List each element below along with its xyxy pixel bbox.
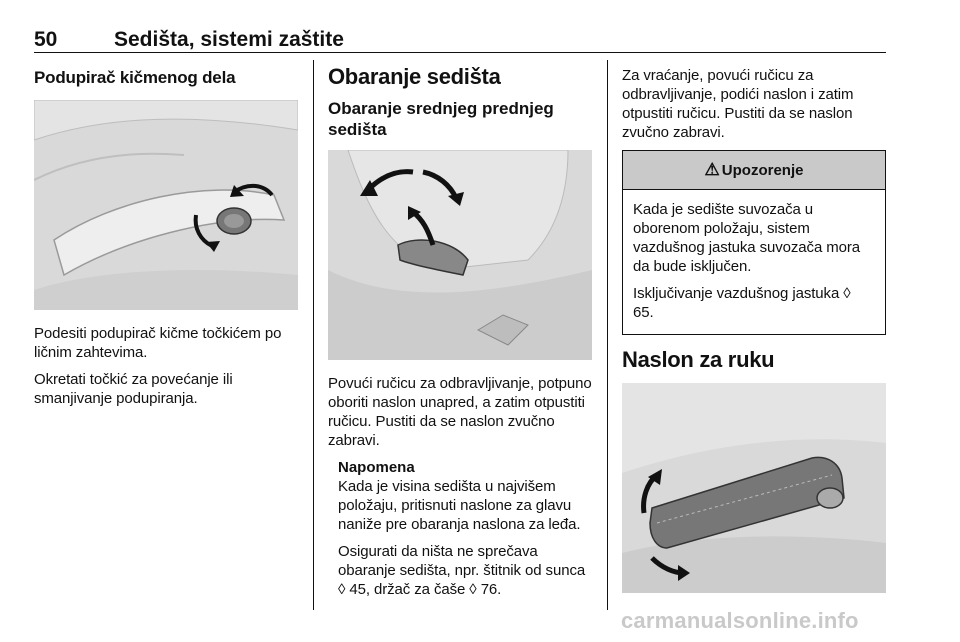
lumbar-support-illustration — [34, 100, 298, 310]
note-block — [338, 458, 592, 599]
lumbar-heading: Podupirač kičmenog dela — [34, 68, 236, 87]
watermark: carmanualsonline.info — [621, 608, 859, 633]
lumbar-paragraph-1: Podesiti podupirač kičme točkićem po ličnim zahtevima. — [34, 325, 282, 361]
page-header — [34, 22, 886, 52]
fold-middle-seat-subheading: Obaranje srednjeg prednjeg sedišta — [328, 99, 554, 139]
warning-body — [623, 190, 885, 334]
column-1 — [34, 60, 298, 416]
fold-seat-illustration — [328, 150, 592, 360]
column-divider-2 — [607, 60, 608, 610]
warning-header — [623, 151, 885, 190]
note-text-2: Osigurati da ništa ne sprečava obaranje sedišta, npr. štitnik od sunca ◊ 45, držač za čaše ◊ 76. — [338, 543, 586, 598]
armrest-heading: Naslon za ruku — [622, 347, 775, 372]
page-number: 50 — [34, 28, 58, 51]
column-2 — [328, 60, 592, 607]
warning-icon: ⚠ — [704, 160, 720, 179]
column-3 — [622, 60, 886, 593]
note-text-1: Kada je visina sedišta u najvišem položaju, pritisnuti naslone za glavu naniže pre obaranja naslona za leđa. — [338, 478, 581, 533]
armrest-illustration — [622, 383, 886, 593]
lumbar-paragraph-2: Okretati točkić za povećanje ili smanjivanje podupiranja. — [34, 371, 233, 407]
note-title: Napomena — [338, 459, 415, 476]
warning-text-2: Isključivanje vazdušnog jastuka ◊ 65. — [633, 285, 851, 321]
warning-box — [622, 150, 886, 335]
column-divider-1 — [313, 60, 314, 610]
header-rule — [34, 52, 886, 53]
return-seat-paragraph: Za vraćanje, povući ručicu za odbravljivanje, podići naslon i zatim otpustiti ručicu. Pustiti da se naslon zvučno zabravi. — [622, 67, 854, 141]
chapter-title: Sedišta, sistemi zaštite — [114, 28, 344, 51]
fold-seat-heading: Obaranje sedišta — [328, 64, 501, 89]
warning-text-1: Kada je sedište suvozača u oborenom položaju, sistem vazdušnog jastuka suvozača mora da bude isključen. — [633, 201, 861, 275]
warning-title: Upozorenje — [721, 161, 804, 179]
fold-seat-paragraph: Povući ručicu za odbravljivanje, potpuno oboriti naslon unapred, a zatim otpustiti ručicu. Pustiti da se naslon zvučno zabravi. — [328, 375, 592, 449]
